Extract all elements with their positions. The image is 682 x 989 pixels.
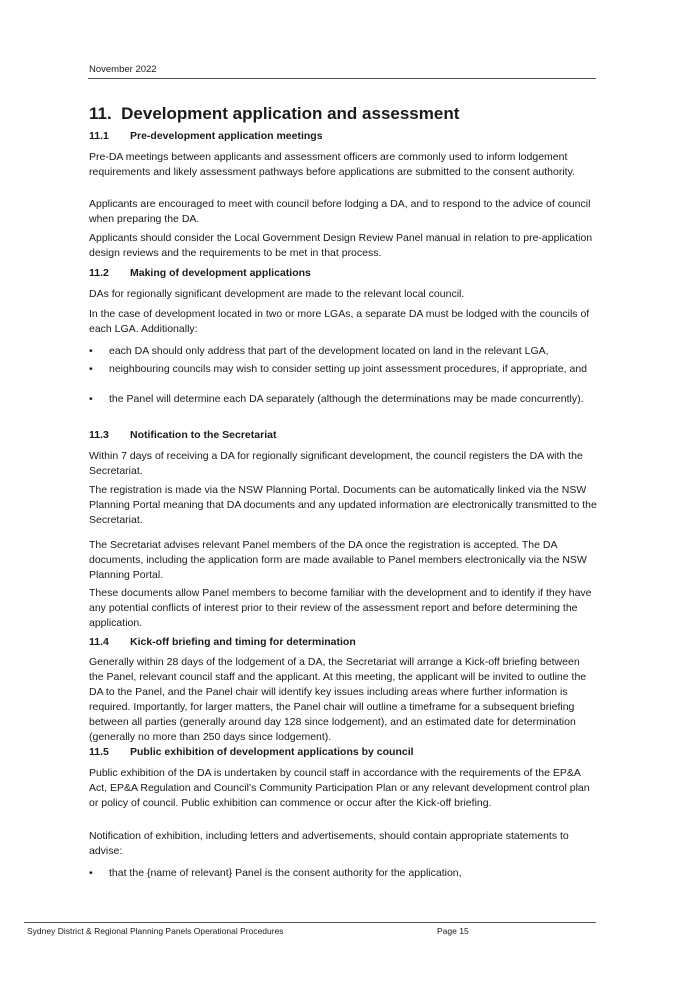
- heading-title: Notification to the Secretariat: [130, 429, 277, 441]
- paragraph: Generally within 28 days of the lodgement of a DA, the Secretariat will arrange a Kick-off briefing between the Panel, relevant council staff and the applicant. At this meeting, the applicant will be invited to outline the DA to the Panel, and the Panel chair will identify key issues including areas where further information is required. Importantly, for larger matters, the Panel chair will outline a timeframe for a subsequent briefing between all parties (generally around day 128 since lodgement), and an estimated date for determination (generally no more than 250 days since lodgement).: [89, 656, 587, 743]
- heading-11-2: [89, 267, 311, 279]
- paragraph: Notification of exhibition, including letters and advertisements, should contain appropriate statements to advise:: [89, 830, 569, 857]
- heading-title: Kick-off briefing and timing for determination: [130, 636, 356, 648]
- heading-number: 11.5: [89, 746, 109, 758]
- paragraph: Within 7 days of receiving a DA for regionally significant development, the council registers the DA with the Secretariat.: [89, 450, 583, 477]
- paragraph: The Secretariat advises relevant Panel members of the DA once the registration is accepted. The DA documents, including the application form are made available to Panel members electronically via the NSW Planning Portal.: [89, 539, 587, 581]
- header-rule: [88, 78, 596, 79]
- heading-11-5: [89, 746, 414, 758]
- bullet-icon: •: [89, 393, 93, 405]
- paragraph: The registration is made via the NSW Planning Portal. Documents can be automatically linked via the NSW Planning Portal meaning that DA documents and any updated information are electronically transmitted to the Secretariat.: [89, 484, 597, 526]
- section-number: 11.: [89, 104, 112, 123]
- page-number: Page 15: [437, 926, 469, 936]
- heading-number: 11.2: [89, 267, 109, 279]
- footer-rule: [24, 922, 596, 923]
- paragraph: In the case of development located in two or more LGAs, a separate DA must be lodged with the councils of each LGA. Additionally:: [89, 308, 590, 335]
- paragraph: Public exhibition of the DA is undertaken by council staff in accordance with the requirements of the EP&A Act, EP&A Regulation and Council’s Community Participation Plan or any relevant development control plan or policy of council. Public exhibition can commence or occur after the Kick-off briefing.: [89, 767, 590, 809]
- paragraph: DAs for regionally significant development are made to the relevant local council.: [89, 288, 465, 300]
- heading-title: Making of development applications: [130, 267, 311, 279]
- header-date: November 2022: [89, 64, 157, 75]
- heading-title: Pre-development application meetings: [130, 130, 323, 142]
- bullet-icon: •: [89, 363, 93, 375]
- paragraph: Pre-DA meetings between applicants and assessment officers are commonly used to inform lodgement requirements and likely assessment pathways before applications are submitted to the consent authority.: [89, 151, 575, 178]
- heading-11-1: [89, 130, 323, 142]
- paragraph: These documents allow Panel members to become familiar with the development and to identify if they have any potential conflicts of interest prior to their review of the assessment report and before determining the application.: [89, 587, 592, 629]
- heading-number: 11.1: [89, 130, 109, 142]
- paragraph: Applicants should consider the Local Government Design Review Panel manual in relation to pre-application design reviews and the requirements to be met in that process.: [89, 232, 593, 259]
- heading-title: Public exhibition of development applications by council: [130, 746, 414, 758]
- heading-11-3: [89, 429, 276, 441]
- footer-title: Sydney District & Regional Planning Panels Operational Procedures: [27, 926, 284, 936]
- heading-number: 11.4: [89, 636, 109, 648]
- section-title: Development application and assessment: [121, 104, 460, 123]
- bullet-icon: •: [89, 867, 93, 879]
- section-heading: [89, 104, 459, 124]
- heading-number: 11.3: [89, 429, 109, 441]
- bullet-icon: •: [89, 345, 93, 357]
- heading-11-4: [89, 636, 356, 648]
- paragraph: Applicants are encouraged to meet with council before lodging a DA, and to respond to the advice of council when preparing the DA.: [89, 198, 591, 225]
